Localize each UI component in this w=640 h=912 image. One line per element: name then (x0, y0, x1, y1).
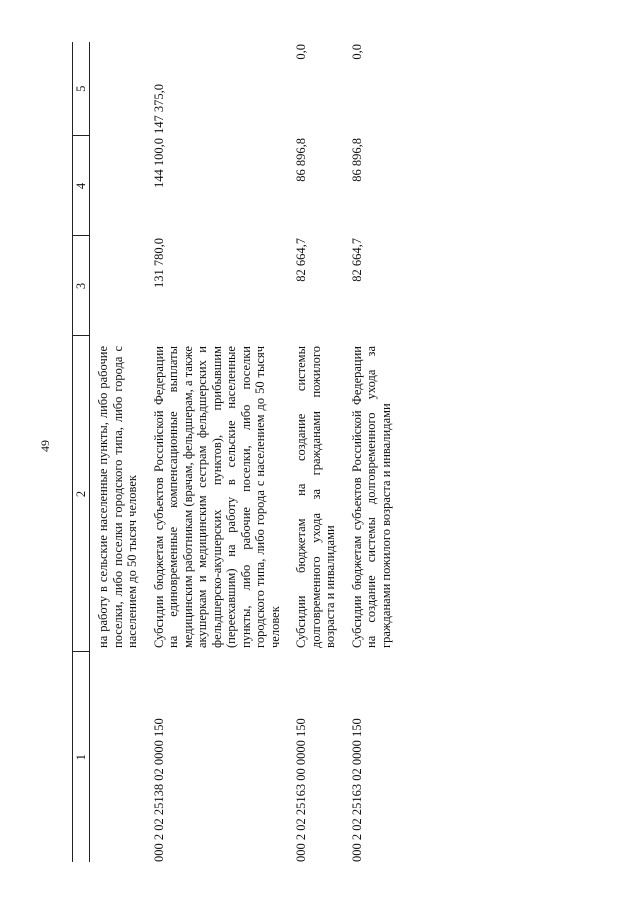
value-col3-cell: 82 664,7 (294, 238, 308, 282)
value-col3-cell (90, 236, 146, 336)
value-col3-cell: 131 780,0 (151, 238, 166, 288)
value-col5-cell: 0,0 (294, 44, 308, 60)
value-col5-cell: 0,0 (349, 44, 364, 60)
header-row (73, 42, 90, 862)
value-col4-cell (90, 136, 146, 236)
column-header-4: 4 (73, 136, 90, 236)
item-name-cell: на работу в сельские населенные пункты, либо рабочие поселки, либо поселки городского типа, либо города с населением до 50 тысяч человек (96, 346, 139, 648)
value-col4-cell: 144 100,0 (151, 138, 166, 188)
table-row (146, 42, 289, 862)
budget-code-cell: 000 2 02 25163 02 0000 150 (349, 718, 364, 862)
page-number: 49 (38, 440, 52, 452)
item-name-cell: Субсидии бюджетам субъектов Российской Федерации на единовременные компенсационные выплаты медицинским работникам (врачам, фельдшерам, а также акушеркам и медицинским сестрам фельдшерских и фельдшерско-акушерских пунктов), прибывшим (переехавшим) на работу в сельские населенные пункты, либо рабочие поселки, либо поселки городского типа, либо города с населением до 50 тысяч человек (151, 346, 282, 648)
column-header-5: 5 (73, 42, 90, 136)
budget-code-cell: 000 2 02 25138 02 0000 150 (151, 718, 166, 862)
value-col5-cell: 147 375,0 (151, 84, 166, 134)
budget-code-cell: 000 2 02 25163 00 0000 150 (294, 718, 308, 862)
item-name-cell: Субсидии бюджетам на создание системы долговременного ухода за гражданами пожилого возраста и инвалидами (294, 346, 337, 648)
rotated-table-container (72, 42, 562, 862)
budget-table (72, 42, 399, 862)
table-row (90, 42, 146, 862)
table-row (288, 42, 344, 862)
value-col4-cell: 86 896,8 (294, 138, 308, 182)
column-header-1: 1 (73, 652, 90, 862)
budget-code-cell (90, 652, 146, 862)
column-header-2: 2 (73, 336, 90, 652)
item-name-cell: Субсидии бюджетам субъектов Российской Федерации на создание системы долговременного ухода за гражданами пожилого возраста и инвалидами (349, 346, 393, 648)
table-row (344, 42, 400, 862)
column-header-3: 3 (73, 236, 90, 336)
value-col5-cell (90, 42, 146, 136)
value-col4-cell: 86 896,8 (349, 138, 364, 182)
value-col3-cell: 82 664,7 (349, 238, 364, 282)
